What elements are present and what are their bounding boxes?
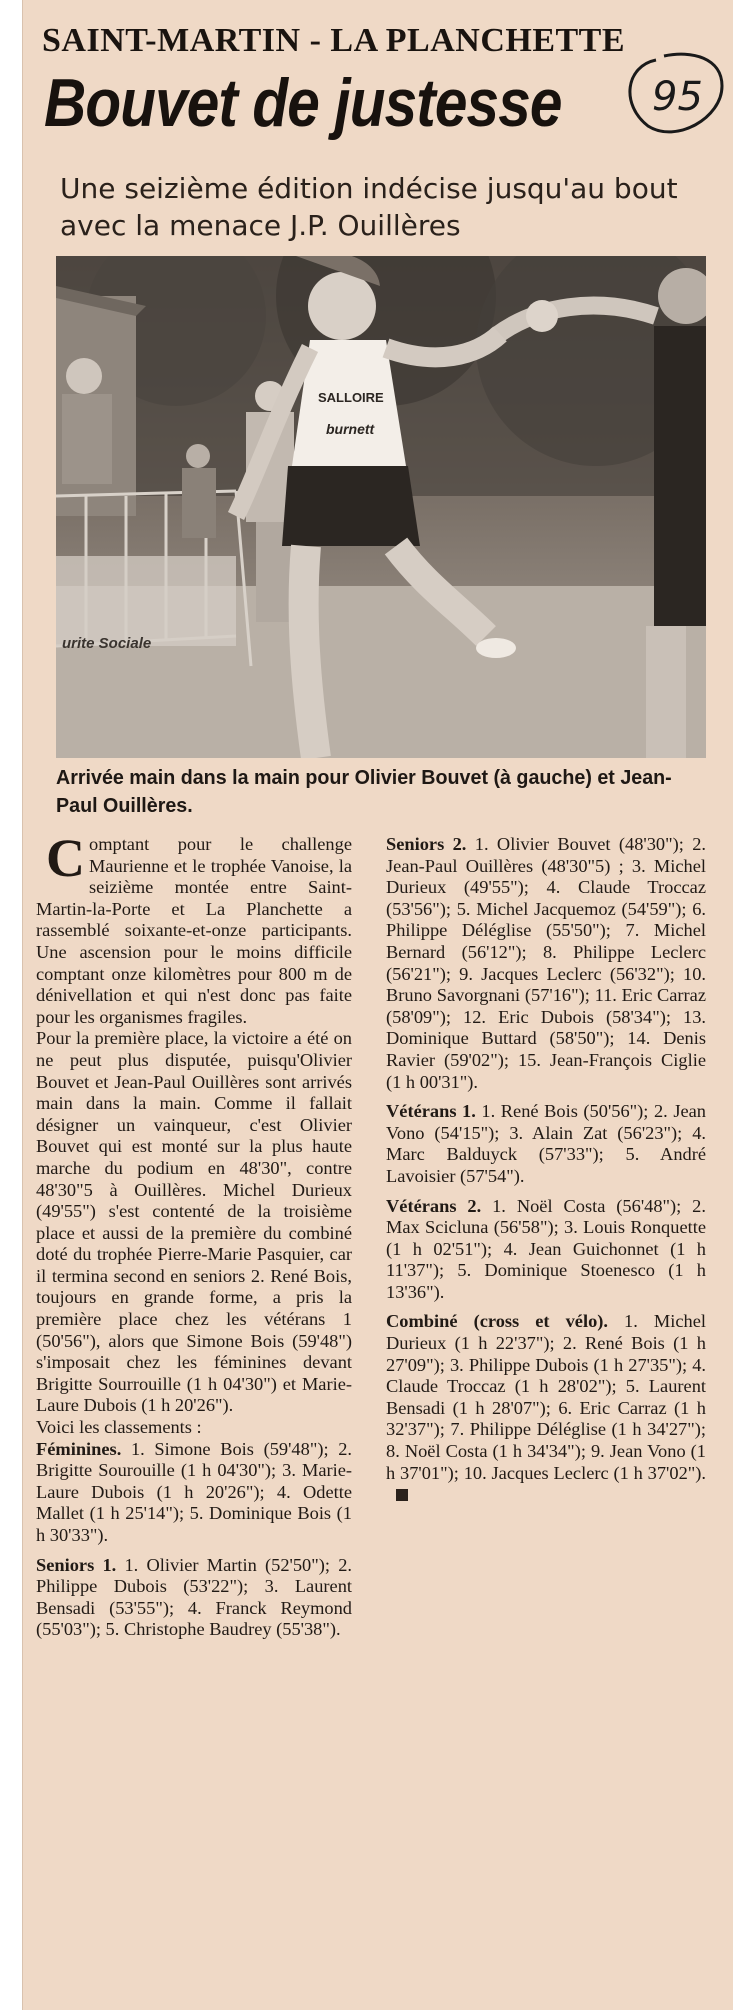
results-feminines	[36, 1439, 352, 1547]
photo-caption: Arrivée main dans la main pour Olivier Bouvet (à gauche) et Jean-Paul Ouillères.	[56, 766, 672, 817]
body-paragraph-1: omptant pour le challenge Maurienne et le trophée Vanoise, la seizième montée entre Saint-Martin-la-Porte et La Planchette a rassemblé soixante-et-onze participants. Une ascension pour le moins difficile comptant onze kilomètres pour 800 m de dénivellation et qui n'est donc pas faite pour les organismes fragiles.	[36, 834, 352, 1027]
banner-text: urite Sociale	[62, 635, 152, 652]
dropcap: C	[46, 828, 85, 888]
results-combine-label: Combiné (cross et vélo).	[386, 1311, 608, 1332]
results-veterans-1-label: Vétérans 1.	[386, 1101, 476, 1122]
article-headline: Bouvet de justesse	[44, 65, 562, 141]
results-seniors-1-text: 1. Olivier Martin (52'50"); 2. Philippe Dubois (53'22"); 3. Laurent Bensadi (53'55"); 4. Franck Reymond (55'03"); 5. Christophe Baudrey (55'38").	[36, 1554, 352, 1640]
shirt-text-1: SALLOIRE	[318, 390, 384, 405]
results-seniors-2	[386, 834, 706, 1093]
results-veterans-2	[386, 1196, 706, 1304]
results-seniors-2-text: 1. Olivier Bouvet (48'30"); 2. Jean-Paul Ouillères (48'30"5) ; 3. Michel Durieux (49'55"); 4. Claude Troccaz (53'56"); 5. Michel Jacquemoz (54'59"); 6. Philippe Déléglise (55'50"); 7. Michel Bernard (56'12"); 8. Philippe Leclerc (56'21"); 9. Jacques Leclerc (56'32"); 10. Bruno Savorgnani (57'16"); 11. Eric Carraz (58'09"); 12. Eric Dubois (58'34"); 13. Dominique Buttard (58'50"); 14. Denis Ravier (59'02"); 15. Jean-François Ciglie (1 h 00'31").	[386, 834, 706, 1092]
article-kicker: SAINT-MARTIN - LA PLANCHETTE	[42, 22, 626, 59]
results-veterans-2-label: Vétérans 2.	[386, 1195, 482, 1216]
handwritten-annotation	[618, 48, 728, 140]
article-photo	[56, 256, 706, 758]
results-combine-text: 1. Michel Durieux (1 h 22'37"); 2. René Bois (1 h 27'09"); 3. Philippe Dubois (1 h 27'35"); 4. Claude Troccaz (1 h 28'02"); 5. Laurent Bensadi (1 h 28'07"); 6. Eric Carraz (1 h 32'37"); 7. Philippe Déléglise (1 h 34'27"); 8. Noël Costa (1 h 34'34"); 9. Jean Vono (1 h 37'01"); 10. Jacques Leclerc (1 h 37'02").	[386, 1311, 706, 1483]
results-seniors-1-label: Seniors 1.	[36, 1554, 117, 1575]
results-veterans-1	[386, 1101, 706, 1187]
results-seniors-1	[36, 1555, 352, 1641]
handwritten-95-ink	[618, 48, 728, 140]
results-combine	[386, 1311, 706, 1505]
annotation-text: 95	[652, 74, 703, 120]
results-veterans-2-text: 1. Noël Costa (56'48"); 2. Max Scicluna (56'58"); 3. Louis Ronquette (1 h 02'51"); 4. Jean Guichonnet (1 h 11'37"); 5. Dominique Stoenesco (1 h 13'36").	[386, 1195, 706, 1302]
article-body-left-column	[36, 828, 352, 1641]
results-feminines-text: 1. Simone Bois (59'48"); 2. Brigitte Sourouille (1 h 04'30"); 3. Marie-Laure Dubois (1 h 20'26"); 4. Odette Mallet (1 h 25'14"); 5. Dominique Bois (1 h 30'33").	[36, 1438, 352, 1545]
body-paragraph-2: Pour la première place, la victoire a été on ne peut plus disputée, puisqu'Olivier Bouvet et Jean-Paul Ouillères sont arrivés main dans la main. Comme il fallait désigner un vainqueur, c'est Olivier Bouvet qui est monté sur la plus haute marche du podium en 48'30", contre 48'30"5 à Ouillères. Michel Durieux (49'55") s'est contenté de la troisième place et aussi de la première du combiné doté du trophée Pierre-Marie Pasquier, car il termina second en seniors 2. René Bois, toujours en grande forme, a pris la première place chez les vétérans 1 (50'56"), alors que Simone Bois (59'48") s'imposait chez les féminines devant Brigitte Sourrouille (1 h 04'30") et Marie-Laure Dubois (1 h 20'26").	[36, 1028, 352, 1416]
results-veterans-1-text: 1. René Bois (50'56"); 2. Jean Vono (54'15"); 3. Alain Zat (56'23"); 4. Marc Balduyck (57'33"); 5. André Lavoisier (57'54").	[386, 1101, 706, 1186]
body-paragraph-3: Voici les classements :	[36, 1417, 202, 1438]
article-body-right-column	[386, 834, 706, 1506]
article-subhead: Une seizième édition indécise jusqu'au bout avec la menace J.P. Ouillères	[60, 172, 678, 242]
shirt-text-2: burnett	[326, 421, 375, 437]
results-feminines-label: Féminines.	[36, 1438, 122, 1459]
end-of-article-mark	[396, 1489, 408, 1501]
results-seniors-2-label: Seniors 2.	[386, 834, 467, 854]
